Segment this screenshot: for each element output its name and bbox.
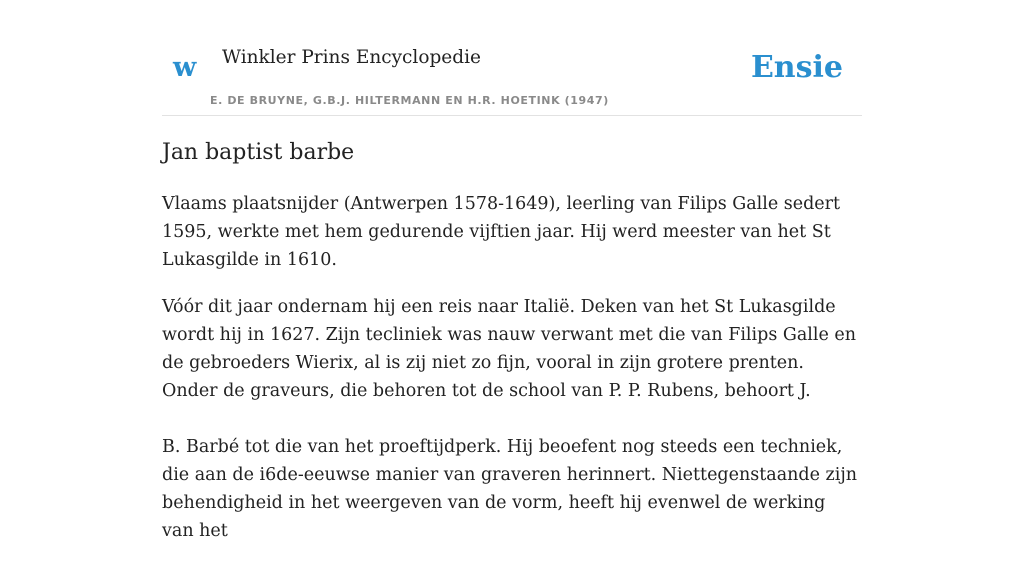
ensie-brand-logo[interactable]: Ensie [750,50,843,85]
site-header [162,40,862,116]
publication-logo-icon[interactable]: w [173,52,197,83]
article-paragraph: Vóór dit jaar ondernam hij een reis naar Italië. Deken van het St Lukasgilde wordt hij in 1627. Zijn tecliniek was nauw verwant met die van Filips Galle en de gebroeders Wierix, al is zij niet zo fijn, vooral in zijn grotere prenten. Onder de graveurs, die behoren tot de school van P. P. Rubens, behoort J. [162,296,857,401]
article-title: Jan baptist barbe [162,140,355,165]
publication-title[interactable]: Winkler Prins Encyclopedie [222,47,481,68]
article-paragraph: B. Barbé tot die van het proeftijdperk. Hij beoefent nog steeds een techniek, die aan de i6de-eeuwse manier van graveren herinnert. Niettegenstaande zijn behendigheid in het weergeven van de vorm, heeft hij evenwel de werking van het [162,436,858,541]
publication-authors: E. DE BRUYNE, G.B.J. HILTERMANN EN H.R. HOETINK (1947) [210,94,609,107]
article-body [162,138,862,564]
article-paragraph: Vlaams plaatsnijder (Antwerpen 1578-1649), leerling van Filips Galle sedert 1595, werkte met hem gedurende vijftien jaar. Hij werd meester van het St Lukasgilde in 1610. [162,193,841,270]
